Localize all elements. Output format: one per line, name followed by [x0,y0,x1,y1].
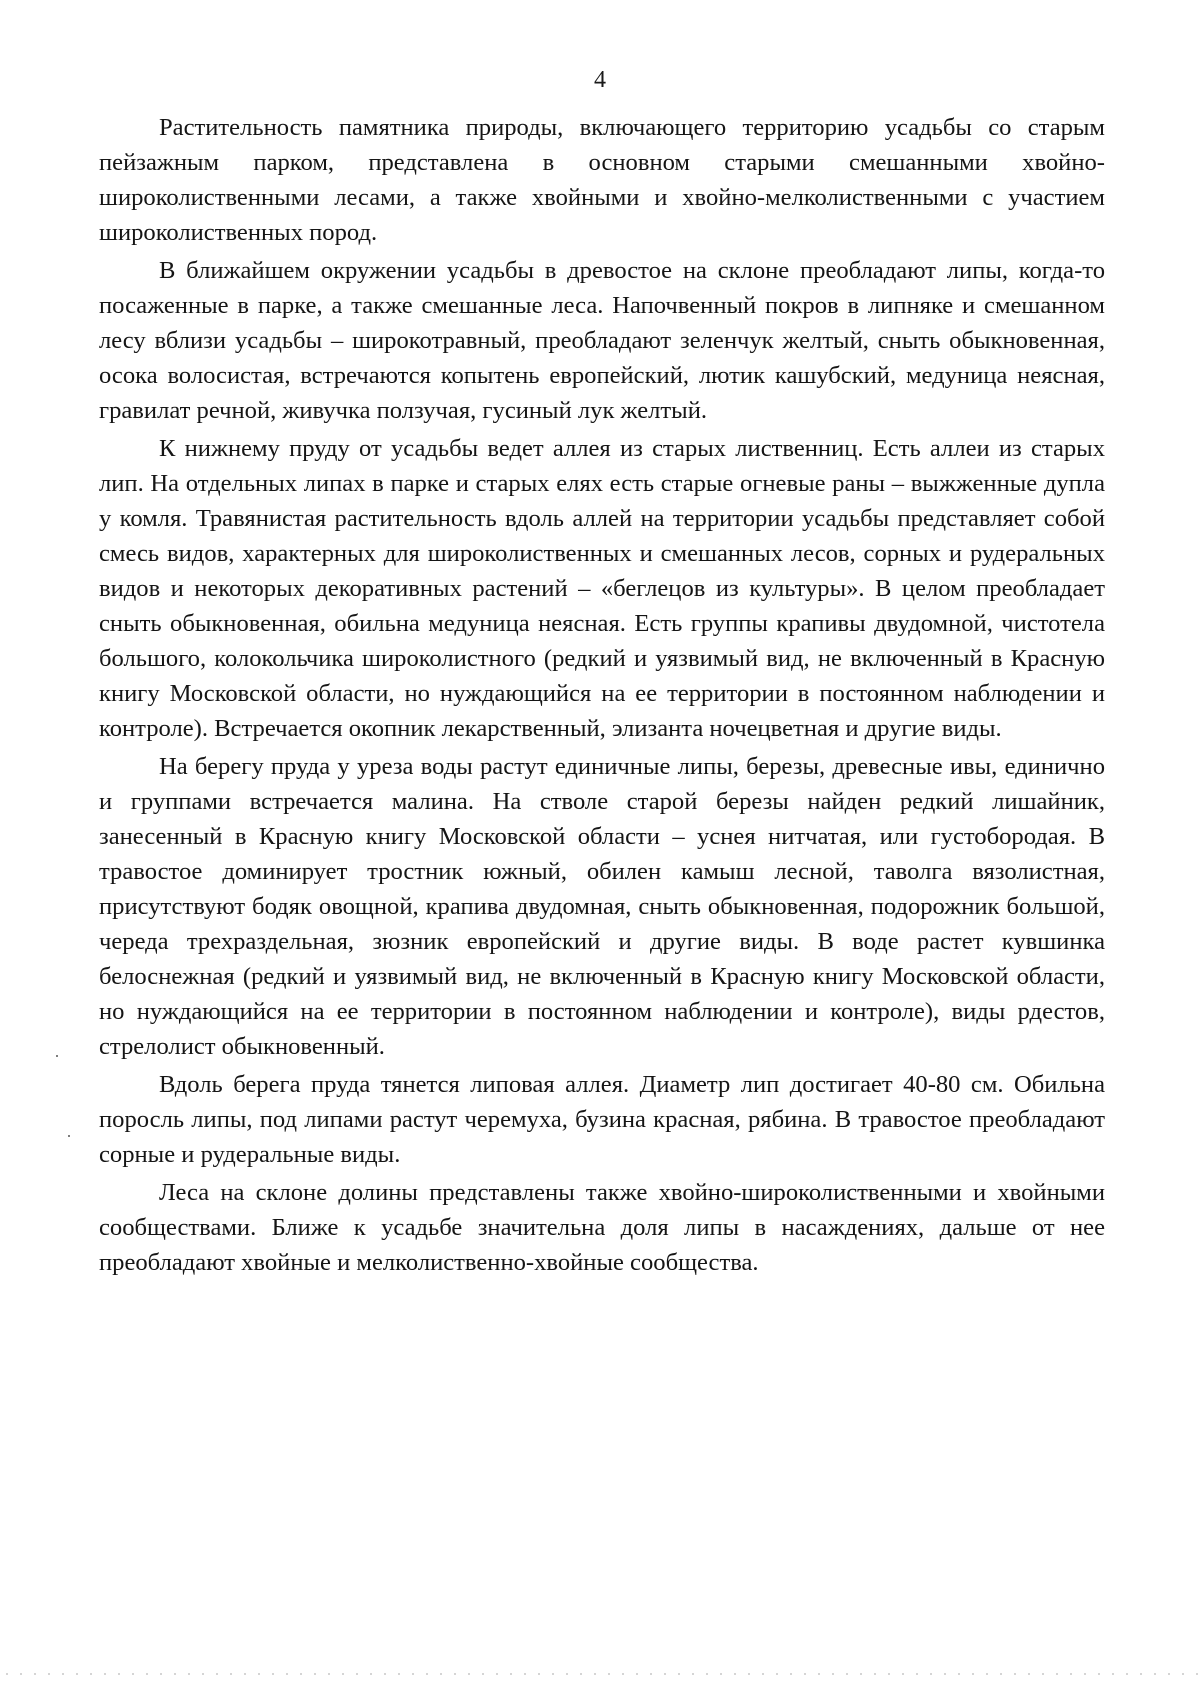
page-number: 4 [594,67,606,93]
scan-speck [68,1135,70,1137]
body-text [99,110,1105,1283]
paragraph: Леса на склоне долины представлены также хвойно-широколиственными и хвойными сообществами. Ближе к усадьбе значительна доля липы в насаждениях, дальше от нее преобладают хвойные и мелколиственно-хвойные сообщества. [99,1179,1105,1276]
paragraph: На берегу пруда у уреза воды растут единичные липы, березы, древесные ивы, единично и группами встречается малина. На стволе старой березы найден редкий лишайник, занесенный в Красную книгу Московской области – уснея нитчатая, или густобородая. В травостое доминирует тростник южный, обилен камыш лесной, таволга вязолистная, присутствуют бодяк овощной, крапива двудомная, сныть обыкновенная, подорожник большой, череда трехраздельная, зюзник европейский и другие виды. В воде растет кувшинка белоснежная (редкий и уязвимый вид, не включенный в Красную книгу Московской области, но нуждающийся на ее территории в постоянном наблюдении и контроле), виды рдестов, стрелолист обыкновенный. [99,753,1105,1060]
paragraph: Вдоль берега пруда тянется липовая аллея. Диаметр лип достигает 40-80 см. Обильна поросль липы, под липами растут черемуха, бузина красная, рябина. В травостое преобладают сорные и рудеральные виды. [99,1071,1105,1168]
paragraph: Растительность памятника природы, включающего территорию усадьбы со старым пейзажным парком, представлена в основном старыми смешанными хвойно-широколиственными лесами, а также хвойными и хвойно-мелколиственными с участием широколиственных пород. [99,114,1105,246]
paragraph: В ближайшем окружении усадьбы в древостое на склоне преобладают липы, когда-то посаженные в парке, а также смешанные леса. Напочвенный покров в липняке и смешанном лесу вблизи усадьбы – широкотравный, преобладают зеленчук желтый, сныть обыкновенная, осока волосистая, встречаются копытень европейский, лютик кашубский, медуница неясная, гравилат речной, живучка ползучая, гусиный лук желтый. [99,257,1105,424]
paragraph: К нижнему пруду от усадьбы ведет аллея из старых лиственниц. Есть аллеи из старых лип. На отдельных липах в парке и старых елях есть старые огневые раны – выжженные дупла у комля. Травянистая растительность вдоль аллей на территории усадьбы представляет собой смесь видов, характерных для широколиственных и смешанных лесов, сорных и рудеральных видов и некоторых декоративных растений – «беглецов из культуры». В целом преобладает сныть обыкновенная, обильна медуница неясная. Есть группы крапивы двудомной, чистотела большого, колокольчика широколистного (редкий и уязвимый вид, не включенный в Красную книгу Московской области, но нуждающийся на ее территории в постоянном наблюдении и контроле). Встречается окопник лекарственный, элизанта ночецветная и другие виды. [99,435,1105,742]
scan-speck [56,1055,58,1057]
scan-edge-dots [0,1672,1200,1676]
